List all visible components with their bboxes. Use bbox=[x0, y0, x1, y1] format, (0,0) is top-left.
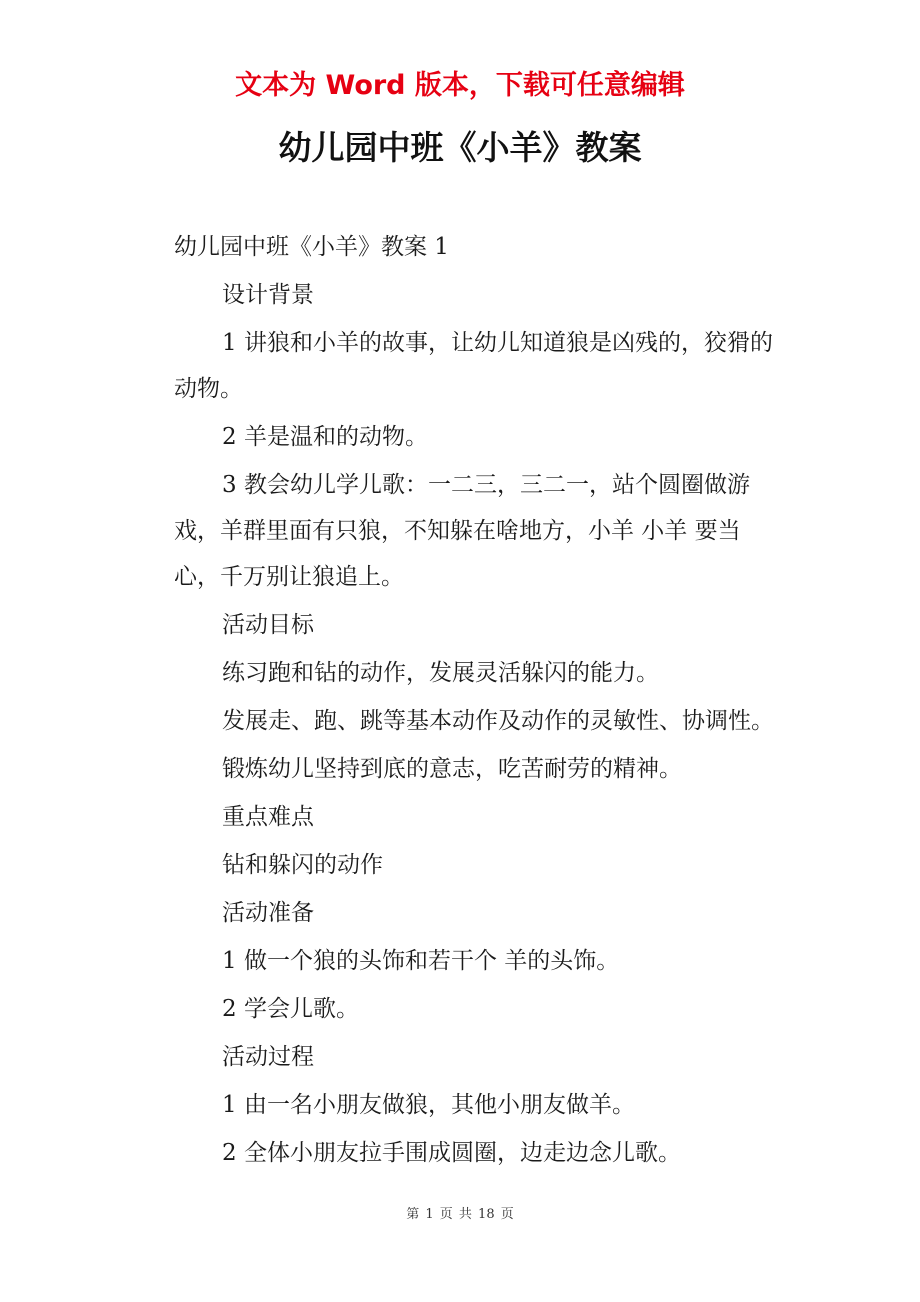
document-body bbox=[174, 222, 786, 1178]
paragraph-preparation-2: 2 学会儿歌。 bbox=[222, 996, 359, 1022]
paragraph-background-1: 1 讲狼和小羊的故事，让幼儿知道狼是凶残的，狡猾的动物。 bbox=[174, 330, 773, 402]
paragraph-preparation-1: 1 做一个狼的头饰和若干个 羊的头饰。 bbox=[222, 948, 620, 974]
download-notice-banner: 文本为 Word 版本，下载可任意编辑 bbox=[235, 70, 685, 101]
document-title: 幼儿园中班《小羊》教案 bbox=[278, 128, 642, 167]
paragraph-activity-goals: 活动目标 bbox=[222, 612, 314, 638]
paragraph-background-3: 3 教会幼儿学儿歌：一二三，三二一，站个圆圈做游戏，羊群里面有只狼，不知躲在啥地方，小羊 小羊 要当心，千万别让狼追上。 bbox=[174, 472, 750, 590]
paragraph-design-background: 设计背景 bbox=[222, 282, 314, 308]
paragraph-process-1: 1 由一名小朋友做狼，其他小朋友做羊。 bbox=[222, 1092, 635, 1118]
paragraph-process-2: 2 全体小朋友拉手围成圆圈，边走边念儿歌。 bbox=[222, 1140, 681, 1166]
paragraph-key-point-1: 钻和躲闪的动作 bbox=[222, 852, 383, 878]
section-heading: 幼儿园中班《小羊》教案 1 bbox=[174, 234, 449, 260]
paragraph-process: 活动过程 bbox=[222, 1044, 314, 1070]
paragraph-background-2: 2 羊是温和的动物。 bbox=[222, 424, 428, 450]
paragraph-key-points: 重点难点 bbox=[222, 804, 314, 830]
page-number-footer: 第 1 页 共 18 页 bbox=[406, 1207, 514, 1222]
paragraph-goal-3: 锻炼幼儿坚持到底的意志，吃苦耐劳的精神。 bbox=[222, 756, 682, 782]
paragraph-goal-2: 发展走、跑、跳等基本动作及动作的灵敏性、协调性。 bbox=[222, 708, 774, 734]
paragraph-preparation: 活动准备 bbox=[222, 900, 314, 926]
paragraph-goal-1: 练习跑和钻的动作，发展灵活躲闪的能力。 bbox=[222, 660, 659, 686]
